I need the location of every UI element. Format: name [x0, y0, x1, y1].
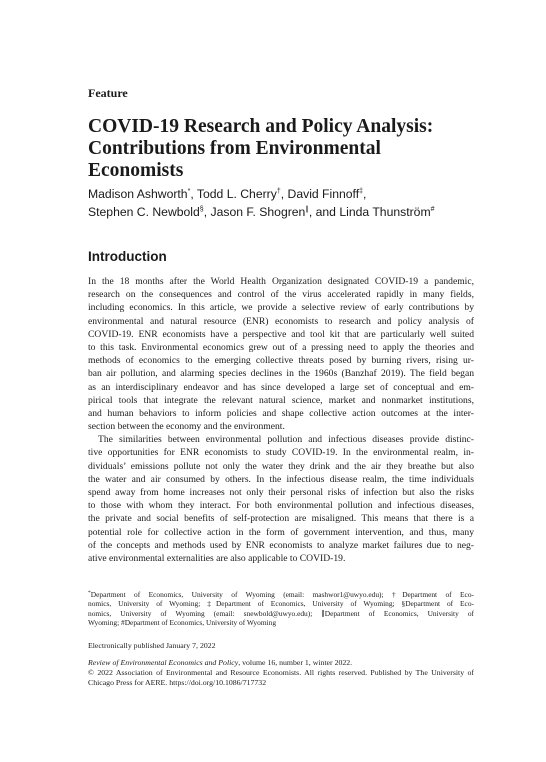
affiliation-mark: § [199, 206, 204, 213]
author-name: Todd L. Cherry [196, 187, 277, 201]
footnote-mark: * [88, 590, 91, 596]
body-line: as an interdisciplinary endeavor and has since developed a large set of conceptual and em- [88, 381, 474, 393]
affiliation-mark: # [430, 206, 435, 213]
article-title [88, 116, 488, 182]
body-line: to those with whom they interact. For both environmental pollution and infectious diseases, [88, 500, 474, 512]
publication-date: Electronically published January 7, 2022 [88, 641, 216, 650]
body-line: tive opportunities for ENR economists to study COVID-19. In the environmental realm, in- [88, 447, 474, 459]
journal-name: Review of Environmental Economics and Policy [88, 658, 239, 667]
body-line: including economics. In this article, we provide a selective review of early contributions by [88, 302, 474, 314]
body-line: dividuals’ emissions pollute not only the water they drink and the air they breathe but also [88, 460, 474, 472]
author-name: Linda Thunström [339, 205, 431, 219]
body-line: environmental and natural resource (ENR) economists to research and policy analysis of [88, 315, 474, 327]
affiliation-mark: ‡ [359, 188, 364, 195]
title-line: COVID-19 Research and Policy Analysis: [88, 116, 434, 137]
affiliation-mark: ∥ [305, 206, 309, 213]
doi-line: Chicago Press for AERE. https://doi.org/10.1086/717732 [88, 678, 267, 688]
body-line: COVID-19. ENR economists have a perspective and tool kit that are particularly well suited [88, 328, 474, 340]
affiliation-mark: * [187, 188, 191, 195]
author-list [88, 185, 488, 221]
body-line: The similarities between environmental pollution and infectious diseases provide distinc- [98, 434, 474, 446]
body-line: the water and air consumed by others. In the infectious disease realm, the time individuals [88, 473, 474, 485]
author-name: Madison Ashworth [88, 187, 188, 201]
section-label: Feature [88, 86, 128, 100]
footnote-line: nomics, University of Wyoming; ‡Department of Economics, University of Wyoming; §Department of Eco- [88, 599, 474, 609]
body-text [88, 275, 474, 565]
body-line: section between the economy and the environment. [88, 421, 285, 433]
author-line: Madison Ashworth*, Todd L. Cherry†, David Finnoff‡, [88, 187, 367, 201]
title-line: Contributions from Environmental [88, 138, 381, 159]
body-line: pirical tools that integrate the relevant natural science, market and nonmarket institutions, [88, 394, 474, 406]
body-line: to this task. Environmental economics grew out of a pressing need to apply the theories and [88, 341, 474, 353]
title-line: Economists [88, 160, 184, 181]
footnote-line: *Department of Economics, University of Wyoming (email: mashwor1@uwyo.edu); †Department of Eco- [88, 590, 474, 599]
body-line: spend away from home increases not only their personal risks of infection but also the risks [88, 487, 474, 498]
affiliation-footnotes [88, 590, 474, 628]
body-line: ban air pollution, and alarming species declines in the 1960s (Banzhaf 2019). The field began [88, 368, 474, 380]
body-line: of the concepts and methods used by ENR economists to analyze market failures due to neg- [88, 539, 474, 551]
author-line: Stephen C. Newbold§, Jason F. Shogren∥, and Linda Thunström# [88, 205, 435, 219]
body-line: research on the consequences and control of the virus accelerated rapidly in many fields, [88, 289, 474, 301]
footnote-line: Wyoming; #Department of Economics, University of Wyoming [88, 618, 277, 628]
journal-citation [88, 658, 474, 689]
body-line: and human behaviors to inform policies and shape collective action outcomes at the inter- [88, 407, 474, 419]
body-line: potential role for collective action in the form of government intervention, and thus, many [88, 526, 474, 538]
author-conjunction: and [315, 205, 336, 219]
author-name: Stephen C. Newbold [88, 205, 200, 219]
body-line: ative environmental externalities are also applicable to COVID-19. [88, 552, 346, 564]
body-line: methods of economics to the emerging collective threats posed by burning rivers, rising ur- [88, 355, 474, 367]
footnote-line: nomics, University of Wyoming (email: snewbold@uwyo.edu); ∥Department of Economics, University of [88, 608, 474, 618]
section-heading-introduction: Introduction [88, 249, 167, 264]
citation-line: Review of Environmental Economics and Policy, volume 16, number 1, winter 2022. [88, 658, 353, 667]
body-line: the private and social benefits of self-protection are misaligned. This means that there is a [88, 513, 474, 525]
body-line: In the 18 months after the World Health Organization designated COVID-19 a pandemic, [88, 276, 474, 287]
author-name: Jason F. Shogren [210, 205, 306, 219]
author-name: David Finnoff [287, 187, 360, 201]
affiliation-mark: † [276, 188, 281, 195]
copyright-line: © 2022 Association of Environmental and Resource Economists. All rights reserved. Published by The University of [88, 668, 474, 678]
